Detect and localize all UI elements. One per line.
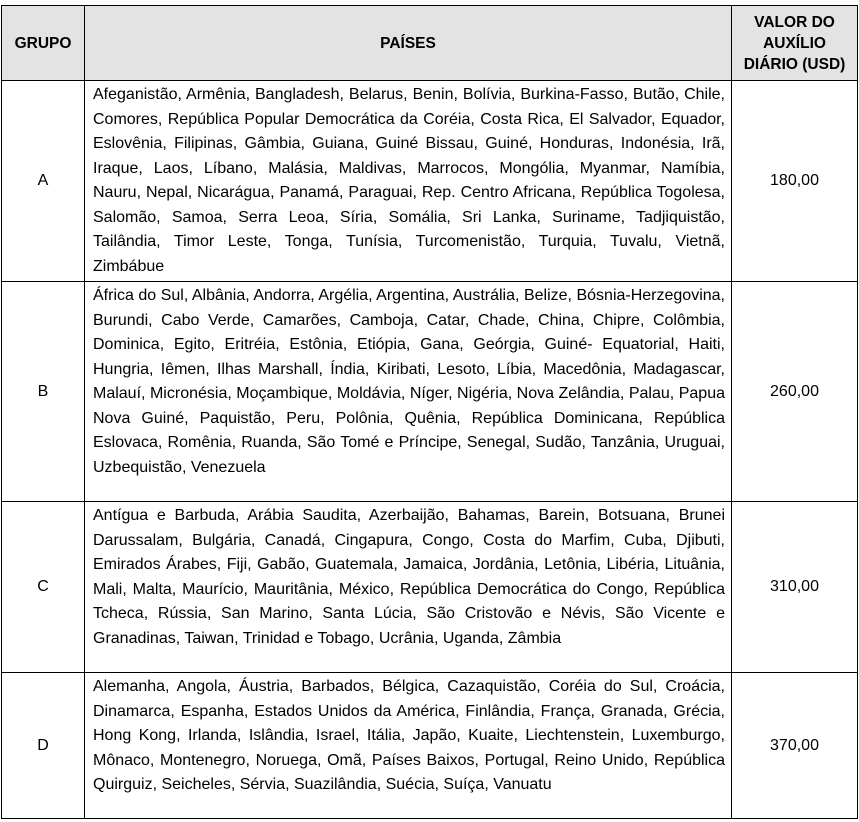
allowance-value-cell: 310,00 <box>732 502 858 673</box>
countries-cell: Alemanha, Angola, Áustria, Barbados, Bélgica, Cazaquistão, Coréia do Sul, Croácia, Dinamarca, Espanha, Estados Unidos da América, Finlândia, França, Granada, Grécia, Hong Kong, Irlanda, Islândia, Israel, Itália, Japão, Kuaite, Liechtenstein, Luxemburgo, Mônaco, Montenegro, Noruega, Omã, Países Baixos, Portugal, Reino Unido, República Quirguiz, Seicheles, Sérvia, Suazilândia, Suécia, Suíça, Vanuatu <box>85 673 732 819</box>
countries-cell: Antígua e Barbuda, Arábia Saudita, Azerbaijão, Bahamas, Barein, Botsuana, Brunei Darussalam, Bulgária, Canadá, Cingapura, Congo, Costa do Marfim, Cuba, Djibuti, Emirados Árabes, Fiji, Gabão, Guatemala, Jamaica, Jordânia, Letônia, Libéria, Lituânia, Mali, Malta, Maurício, Mauritânia, México, República Democrática do Congo, República Tcheca, Rússia, San Marino, Santa Lúcia, São Cristovão e Névis, São Vicente e Granadinas, Taiwan, Trinidad e Tobago, Ucrânia, Uganda, Zâmbia <box>85 502 732 673</box>
group-cell: D <box>2 673 85 819</box>
allowance-value-cell: 180,00 <box>732 81 858 282</box>
header-value-line3: DIÁRIO (USD) <box>743 55 846 73</box>
table-row <box>2 282 858 502</box>
table-body <box>2 81 858 819</box>
allowance-value-cell: 370,00 <box>732 673 858 819</box>
group-cell: C <box>2 502 85 673</box>
table-header <box>2 6 858 81</box>
group-cell: B <box>2 282 85 502</box>
group-cell: A <box>2 81 85 282</box>
header-value-line1: VALOR DO <box>754 13 835 31</box>
countries-cell: África do Sul, Albânia, Andorra, Argélia, Argentina, Austrália, Belize, Bósnia-Herzegovina, Burundi, Cabo Verde, Camarões, Camboja, Catar, Chade, China, Chipre, Colômbia, Dominica, Egito, Eritréia, Estônia, Etiópia, Gana, Geórgia, Guiné- Equatorial, Haiti, Hungria, Iêmen, Ilhas Marshall, Índia, Kiribati, Lesoto, Líbia, Macedônia, Madagascar, Malauí, Micronésia, Moçambique, Moldávia, Níger, Nigéria, Nova Zelândia, Palau, Papua Nova Guiné, Paquistão, Peru, Polônia, Quênia, República Dominicana, República Eslovaca, Romênia, Ruanda, São Tomé e Príncipe, Senegal, Sudão, Tanzânia, Uruguai, Uzbequistão, Venezuela <box>85 282 732 502</box>
header-row <box>2 6 858 81</box>
header-value-line2: AUXÍLIO <box>763 34 826 52</box>
header-countries: PAÍSES <box>85 6 732 81</box>
table-row <box>2 81 858 282</box>
table-row <box>2 673 858 819</box>
allowance-table <box>1 5 858 819</box>
header-value <box>732 6 858 81</box>
table-row <box>2 502 858 673</box>
allowance-value-cell: 260,00 <box>732 282 858 502</box>
countries-cell: Afeganistão, Armênia, Bangladesh, Belarus, Benin, Bolívia, Burkina-Fasso, Butão, Chile, Comores, República Popular Democrática da Coréia, Costa Rica, El Salvador, Equador, Eslovênia, Filipinas, Gâmbia, Guiana, Guiné Bissau, Guiné, Honduras, Indonésia, Irã, Iraque, Laos, Líbano, Malásia, Maldivas, Marrocos, Mongólia, Myanmar, Namíbia, Nauru, Nepal, Nicarágua, Panamá, Paraguai, Rep. Centro Africana, República Togolesa, Salomão, Samoa, Serra Leoa, Síria, Somália, Sri Lanka, Suriname, Tadjiquistão, Tailândia, Timor Leste, Tonga, Tunísia, Turcomenistão, Turquia, Tuvalu, Vietnã, Zimbábue <box>85 81 732 282</box>
header-group: GRUPO <box>2 6 85 81</box>
